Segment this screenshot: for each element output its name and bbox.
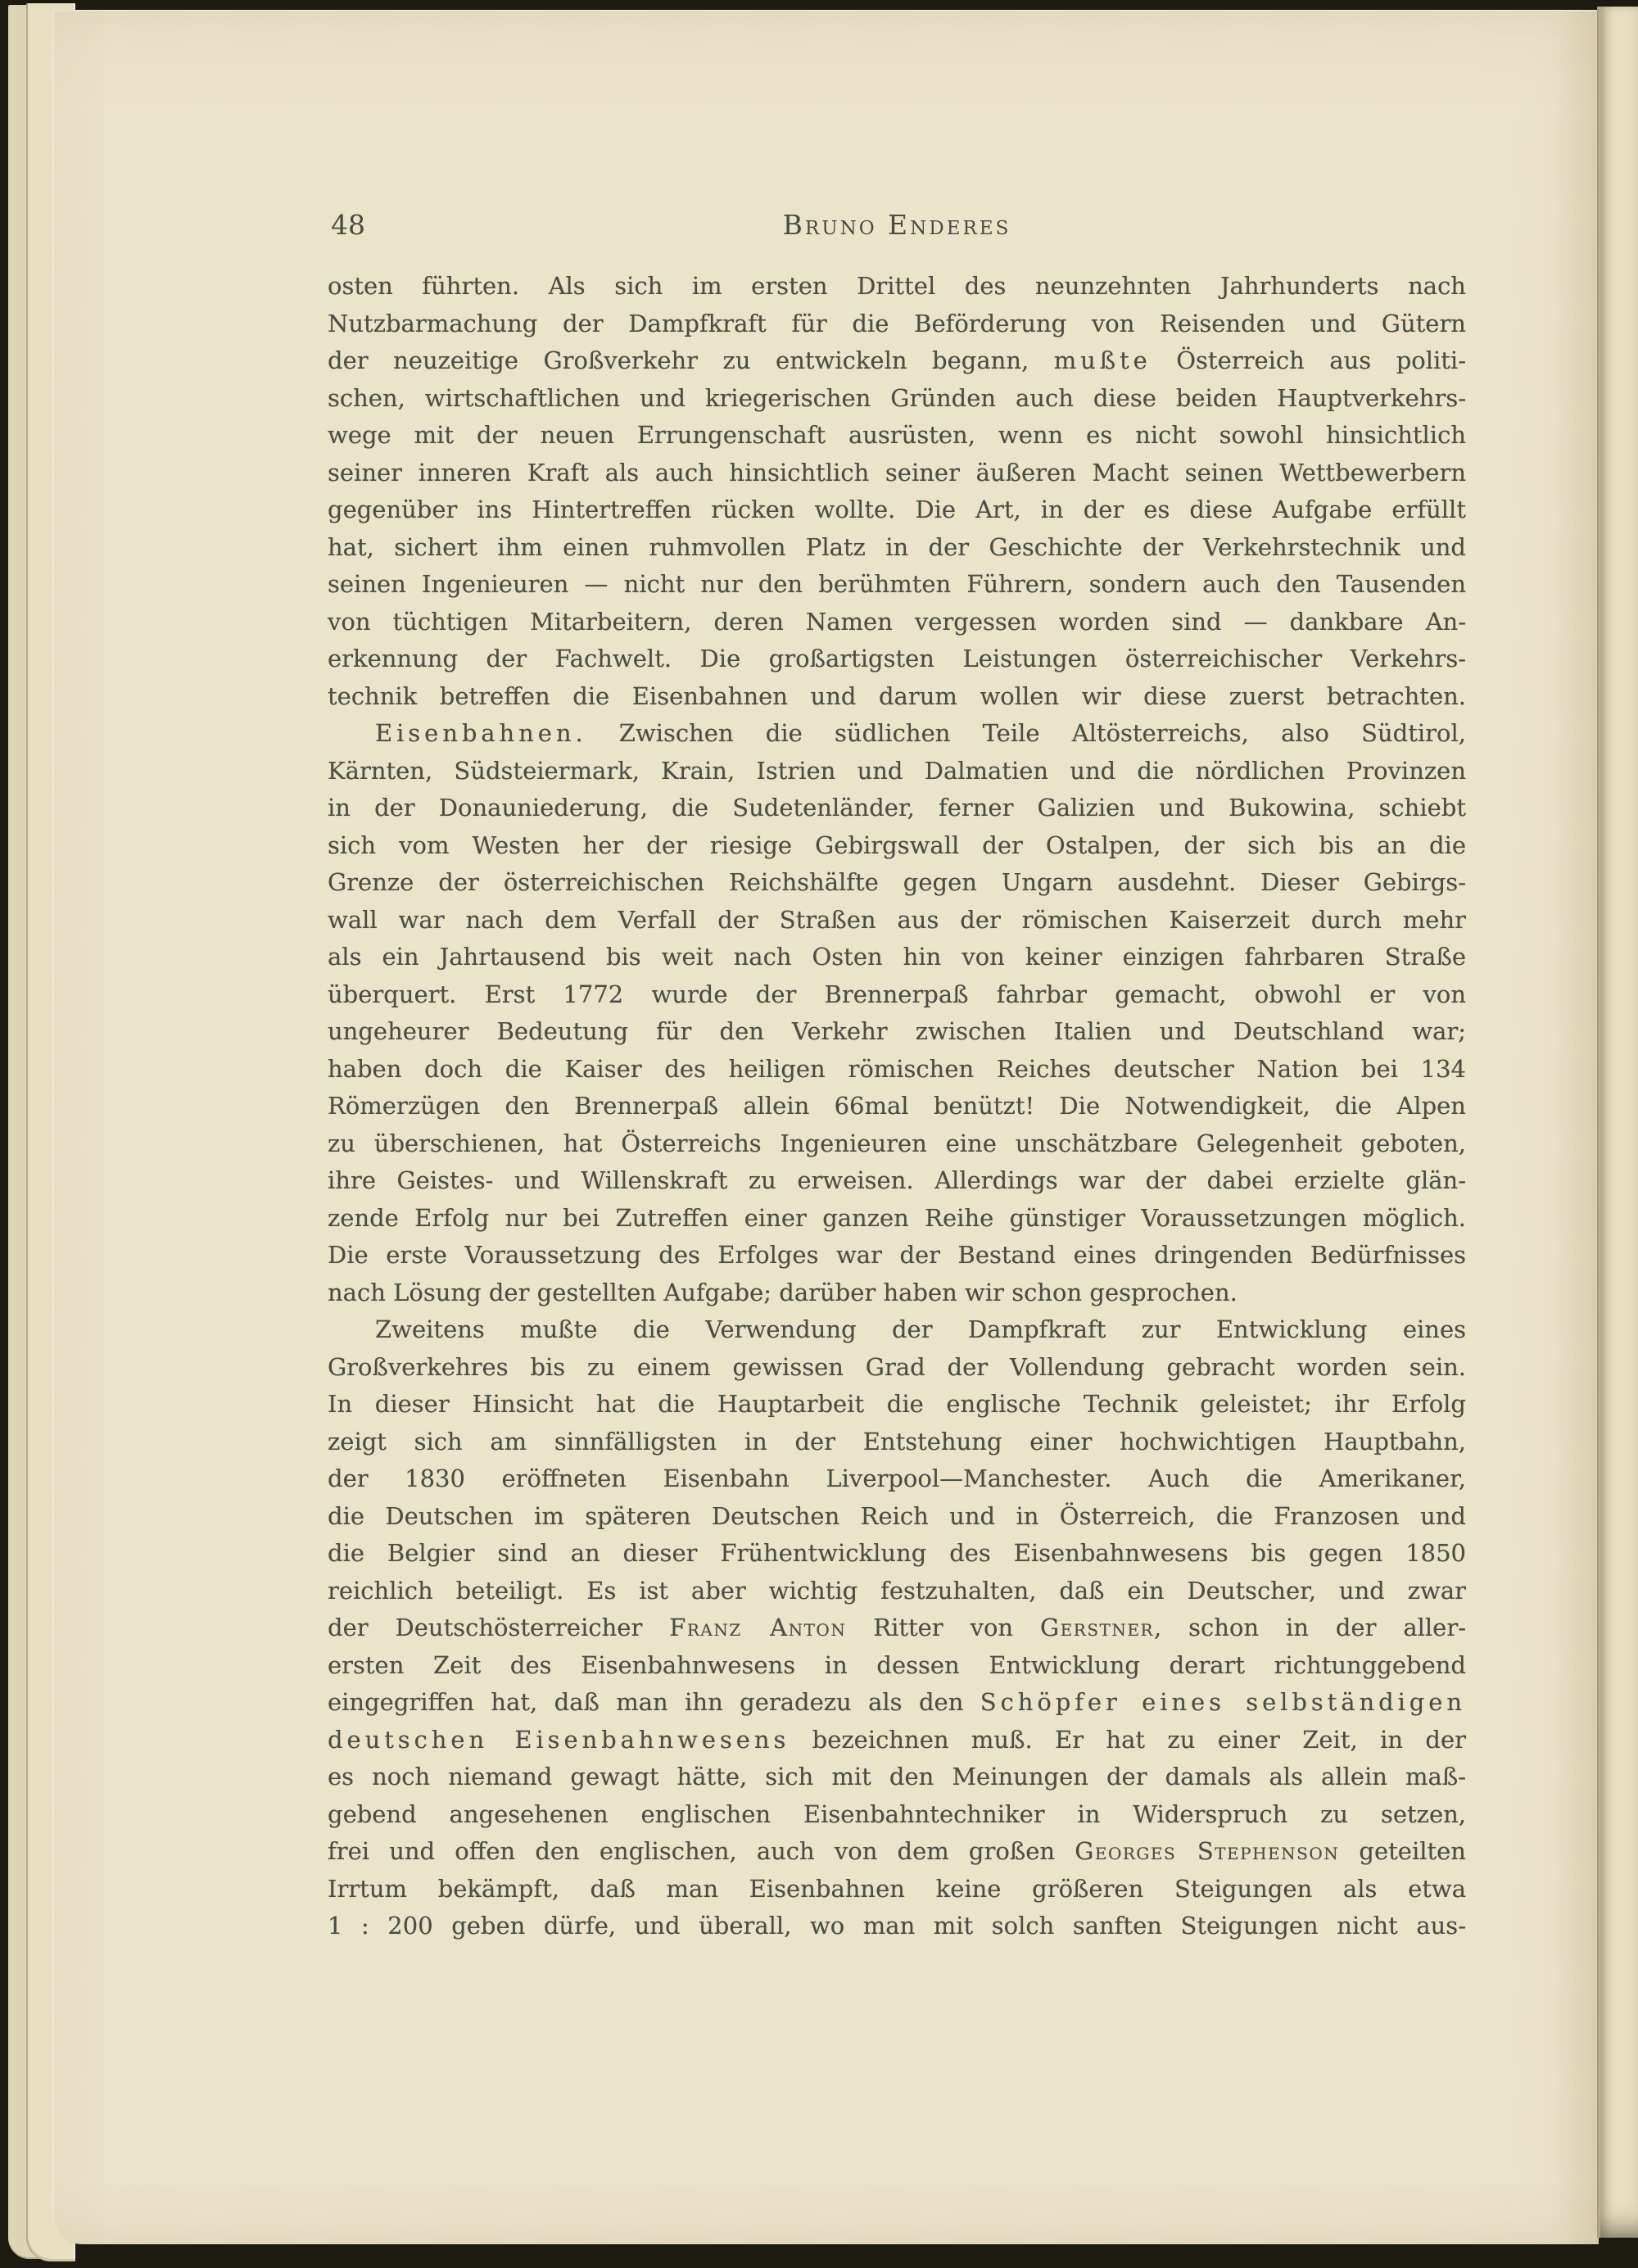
running-title: Bruno Enderes bbox=[782, 209, 1011, 241]
text-line: deutschen Eisenbahnwesens bezeichnen muß. Er hat zu einer Zeit, in der bbox=[328, 1725, 1466, 1754]
text-line: zeigt sich am sinnfälligsten in der Entstehung einer hochwichtigen Hauptbahn, bbox=[328, 1427, 1466, 1455]
text-line: gegenüber ins Hintertreffen rücken wollte. Die Art, in der es diese Aufgabe erfüllt bbox=[328, 496, 1466, 523]
text-line: die Deutschen im späteren Deutschen Reich und in Österreich, die Franzosen und bbox=[328, 1501, 1466, 1530]
text-line: nach Lösung der gestellten Aufgabe; darüber haben wir schon gesprochen. bbox=[328, 1278, 1238, 1306]
text-line: von tüchtigen Mitarbeitern, deren Namen vergessen worden sind — dankbare An- bbox=[328, 607, 1466, 636]
text-line: Großverkehres bis zu einem gewissen Grad der Vollendung gebracht worden sein. bbox=[328, 1352, 1466, 1381]
text-line: der neuzeitige Großverkehr zu entwickeln begann, mußte Österreich aus politi- bbox=[328, 346, 1466, 374]
text-line: haben doch die Kaiser des heiligen römischen Reiches deutscher Nation bei 134 bbox=[328, 1054, 1466, 1083]
text-line: Irrtum bekämpft, daß man Eisenbahnen keine größeren Steigungen als etwa bbox=[328, 1874, 1466, 1903]
text-line: erkennung der Fachwelt. Die großartigsten Leistungen österreichischer Verkehrs- bbox=[328, 645, 1466, 672]
text-line: frei und offen den englischen, auch von dem großen Georges Stephenson geteilten bbox=[328, 1837, 1466, 1865]
book-page bbox=[52, 10, 1599, 2244]
text-line: 1 : 200 geben dürfe, und überall, wo man mit solch sanften Steigungen nicht aus- bbox=[328, 1912, 1466, 1940]
page-header bbox=[328, 209, 1466, 245]
text-line: reichlich beteiligt. Es ist aber wichtig festzuhalten, daß ein Deutscher, und zwar bbox=[328, 1576, 1466, 1605]
text-line: Grenze der österreichischen Reichshälfte gegen Ungarn ausdehnt. Dieser Gebirgs- bbox=[328, 868, 1466, 896]
text-line: der Deutschösterreicher Franz Anton Ritter von Gerstner, schon in der aller- bbox=[328, 1614, 1467, 1641]
text-line: gebend angesehenen englischen Eisenbahntechniker in Widerspruch zu setzen, bbox=[328, 1799, 1466, 1828]
text-line: Eisenbahnen. Zwischen die südlichen Teile Altösterreichs, also Südtirol, bbox=[375, 719, 1466, 747]
text-line: überquert. Erst 1772 wurde der Brennerpaß fahrbar gemacht, obwohl er von bbox=[328, 980, 1466, 1008]
text-line: osten führten. Als sich im ersten Drittel des neunzehnten Jahrhunderts nach bbox=[328, 272, 1466, 300]
text-line: wall war nach dem Verfall der Straßen aus der römischen Kaiserzeit durch mehr bbox=[328, 905, 1466, 934]
text-line: als ein Jahrtausend bis weit nach Osten hin von keiner einzigen fahrbaren Straße bbox=[328, 943, 1466, 971]
text-line: Nutzbarmachung der Dampfkraft für die Beförderung von Reisenden und Gütern bbox=[328, 309, 1466, 337]
text-line: In dieser Hinsicht hat die Hauptarbeit die englische Technik geleistet; ihr Erfolg bbox=[328, 1390, 1466, 1418]
text-line: seiner inneren Kraft als auch hinsichtlich seiner äußeren Macht seinen Wettbewerbern bbox=[328, 458, 1466, 487]
text-line: es noch niemand gewagt hätte, sich mit den Meinungen der damals als allein maß- bbox=[328, 1763, 1466, 1790]
text-line: technik betreffen die Eisenbahnen und darum wollen wir diese zuerst betrachten. bbox=[328, 681, 1466, 710]
text-line: in der Donauniederung, die Sudetenländer, ferner Galizien und Bukowina, schiebt bbox=[328, 794, 1466, 822]
text-line: Römerzügen den Brennerpaß allein 66mal benützt! Die Notwendigkeit, die Alpen bbox=[328, 1092, 1466, 1120]
text-line: zu überschienen, hat Österreichs Ingenieuren eine unschätzbare Gelegenheit geboten, bbox=[328, 1129, 1466, 1157]
text-line: zende Erfolg nur bei Zutreffen einer ganzen Reihe günstiger Voraussetzungen möglich. bbox=[328, 1203, 1466, 1232]
text-line: ungeheurer Bedeutung für den Verkehr zwischen Italien und Deutschland war; bbox=[328, 1017, 1466, 1045]
text-line: ihre Geistes- und Willenskraft zu erweisen. Allerdings war der dabei erzielte glän- bbox=[328, 1166, 1466, 1194]
text-line: Die erste Voraussetzung des Erfolges war der Bestand eines dringenden Bedürfnisses bbox=[328, 1241, 1466, 1269]
text-line: Kärnten, Südsteiermark, Krain, Istrien und Dalmatien und die nördlichen Provinzen bbox=[328, 756, 1466, 785]
text-line: ersten Zeit des Eisenbahnwesens in dessen Entwicklung derart richtunggebend bbox=[328, 1650, 1466, 1679]
text-line: die Belgier sind an dieser Frühentwicklung des Eisenbahnwesens bis gegen 1850 bbox=[328, 1539, 1466, 1567]
text-line: der 1830 eröffneten Eisenbahn Liverpool—Manchester. Auch die Amerikaner, bbox=[328, 1464, 1466, 1492]
text-line: schen, wirtschaftlichen und kriegerischen Gründen auch diese beiden Hauptverkehrs- bbox=[328, 383, 1466, 412]
text-line: wege mit der neuen Errungenschaft ausrüsten, wenn es nicht sowohl hinsichtlich bbox=[328, 421, 1466, 449]
text-line: hat, sichert ihm einen ruhmvollen Platz in der Geschichte der Verkehrstechnik und bbox=[328, 532, 1466, 561]
text-line: Zweitens mußte die Verwendung der Dampfkraft zur Entwicklung eines bbox=[375, 1315, 1466, 1343]
adjacent-page-edge bbox=[1597, 7, 1638, 2238]
text-line: eingegriffen hat, daß man ihn geradezu als den Schöpfer eines selbständigen bbox=[328, 1688, 1466, 1716]
text-line: sich vom Westen her der riesige Gebirgswall der Ostalpen, der sich bis an die bbox=[328, 831, 1466, 859]
text-line: seinen Ingenieuren — nicht nur den berühmten Führern, sondern auch den Tausenden bbox=[328, 570, 1466, 598]
body-text bbox=[328, 268, 1466, 1945]
page-number: 48 bbox=[331, 209, 365, 241]
